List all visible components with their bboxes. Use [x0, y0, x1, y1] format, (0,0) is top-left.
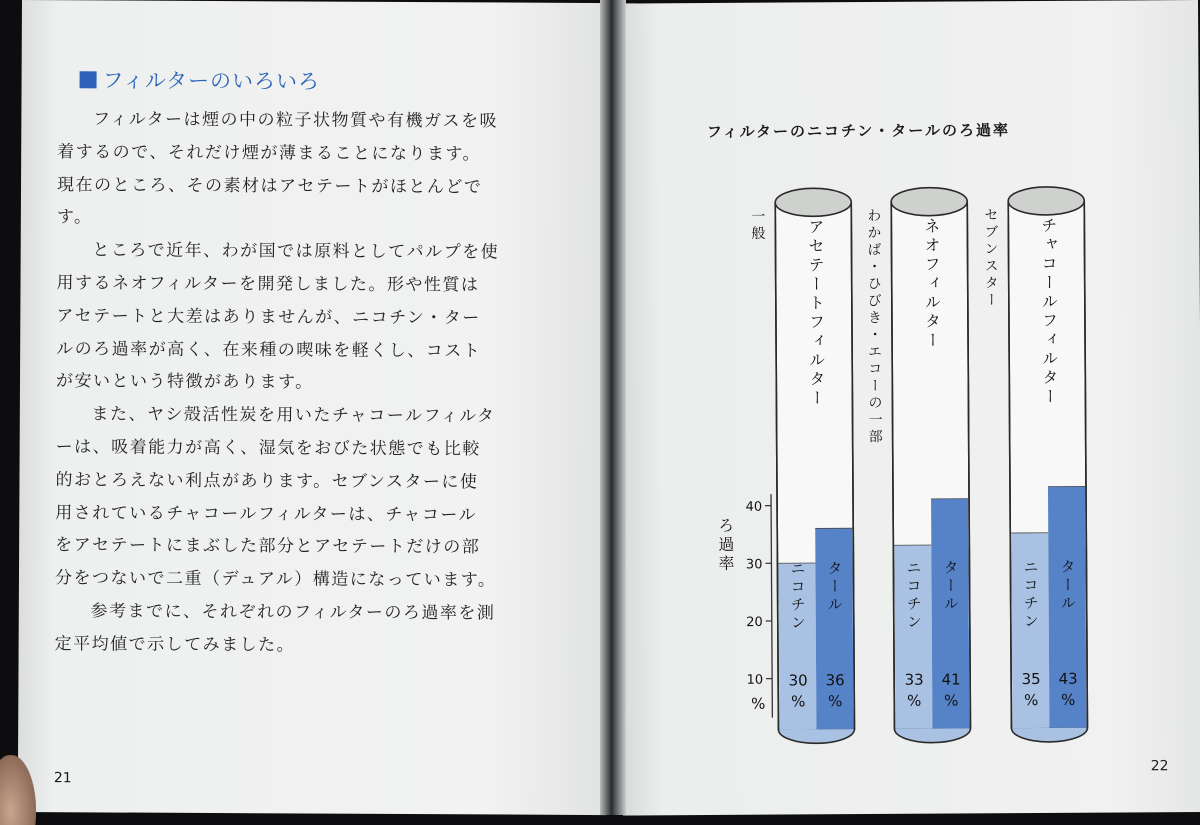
- tar-series-label: タール: [941, 559, 960, 614]
- tar-percent-sign: %: [944, 691, 959, 710]
- body-text: [55, 103, 598, 663]
- thumb: [0, 755, 36, 825]
- page-number-right: 22: [1150, 758, 1169, 775]
- y-tick-label: 40: [745, 499, 763, 515]
- cylinder-top: [775, 188, 851, 216]
- tar-value-label: 36: [825, 671, 845, 690]
- page-number-left: 21: [53, 770, 72, 787]
- nicotine-series-label: ニコチン: [788, 560, 807, 633]
- book-spine: [600, 0, 626, 815]
- tar-percent-sign: %: [828, 692, 843, 711]
- nicotine-value-label: 35: [1021, 669, 1041, 689]
- nicotine-series-label: ニコチン: [1021, 558, 1040, 632]
- cylinder-top: [1008, 187, 1084, 215]
- y-unit-label: %: [751, 694, 766, 713]
- filter-chart: [618, 0, 1200, 816]
- y-axis: [771, 494, 772, 718]
- nicotine-value-label: 33: [904, 670, 924, 689]
- brand-label: セブンスター: [982, 207, 999, 310]
- chart-title: フィルターのニコチン・タールのろ過率: [706, 121, 1011, 142]
- right-page: [618, 0, 1200, 816]
- nicotine-value-label: 30: [788, 671, 808, 690]
- cylinder-top: [891, 187, 967, 215]
- paragraph-4: 参考までに、それぞれのフィルターのろ過率を測 定平均値で示してみました。: [54, 601, 496, 656]
- tar-value-label: 43: [1058, 669, 1078, 688]
- tar-percent-sign: %: [1061, 690, 1076, 709]
- paragraph-1: フィルターは煙の中の粒子状物質や有機ガスを吸 着するので、それだけ煙が薄まることになります。 現在のところ、その素材はアセテートがほとんどで す。: [56, 109, 499, 228]
- filter-name: ネオフィルター: [921, 217, 942, 351]
- section-heading: [80, 64, 321, 95]
- y-tick-label: 20: [746, 615, 763, 631]
- brand-label: わかば・ひびき・エコーの一部: [865, 207, 883, 447]
- cylinder-bottom: [1011, 728, 1087, 742]
- y-tick-label: 30: [745, 557, 763, 573]
- y-tick-label: 10: [746, 672, 764, 688]
- filter-name: チャコールフィルター: [1038, 216, 1059, 407]
- nicotine-percent-sign: %: [907, 691, 922, 710]
- nicotine-percent-sign: %: [1024, 690, 1039, 710]
- tar-series-label: タール: [825, 560, 844, 615]
- nicotine-percent-sign: %: [791, 692, 806, 711]
- paragraph-2: ところで近年、わが国では原料としてパルプを使 用するネオフィルターを開発しました。形や性質は アセテートと大差はありませんが、ニコチン・ター ルのろ過率が高く、在来種の喫味を軽くし、コスト が安いという特徴があります。: [55, 240, 500, 393]
- left-page: [18, 0, 610, 815]
- y-axis-label: ろ過率: [715, 516, 735, 574]
- brand-label: 一般: [749, 208, 766, 243]
- heading-text: フィルターのいろいろ: [102, 68, 321, 94]
- cylinder-bottom: [894, 728, 970, 742]
- paragraph-3: また、ヤシ殻活性炭を用いたチャコールフィルタ ーは、吸着能力が高く、湿気をおびた状態でも比較 的おとろえない利点があります。セブンスターに使 用されているチャコールフィルターは、チャコール をアセテートにまぶした部分とアセテートだけの部 分をつないで二重（デュアル）構造になっています。: [54, 404, 497, 591]
- cylinder-bottom: [778, 729, 854, 743]
- tar-value-label: 41: [941, 670, 961, 689]
- heading-square-icon: [80, 71, 97, 88]
- nicotine-series-label: ニコチン: [904, 559, 923, 632]
- filter-name: アセテートフィルター: [805, 218, 826, 409]
- tar-series-label: タール: [1058, 558, 1077, 613]
